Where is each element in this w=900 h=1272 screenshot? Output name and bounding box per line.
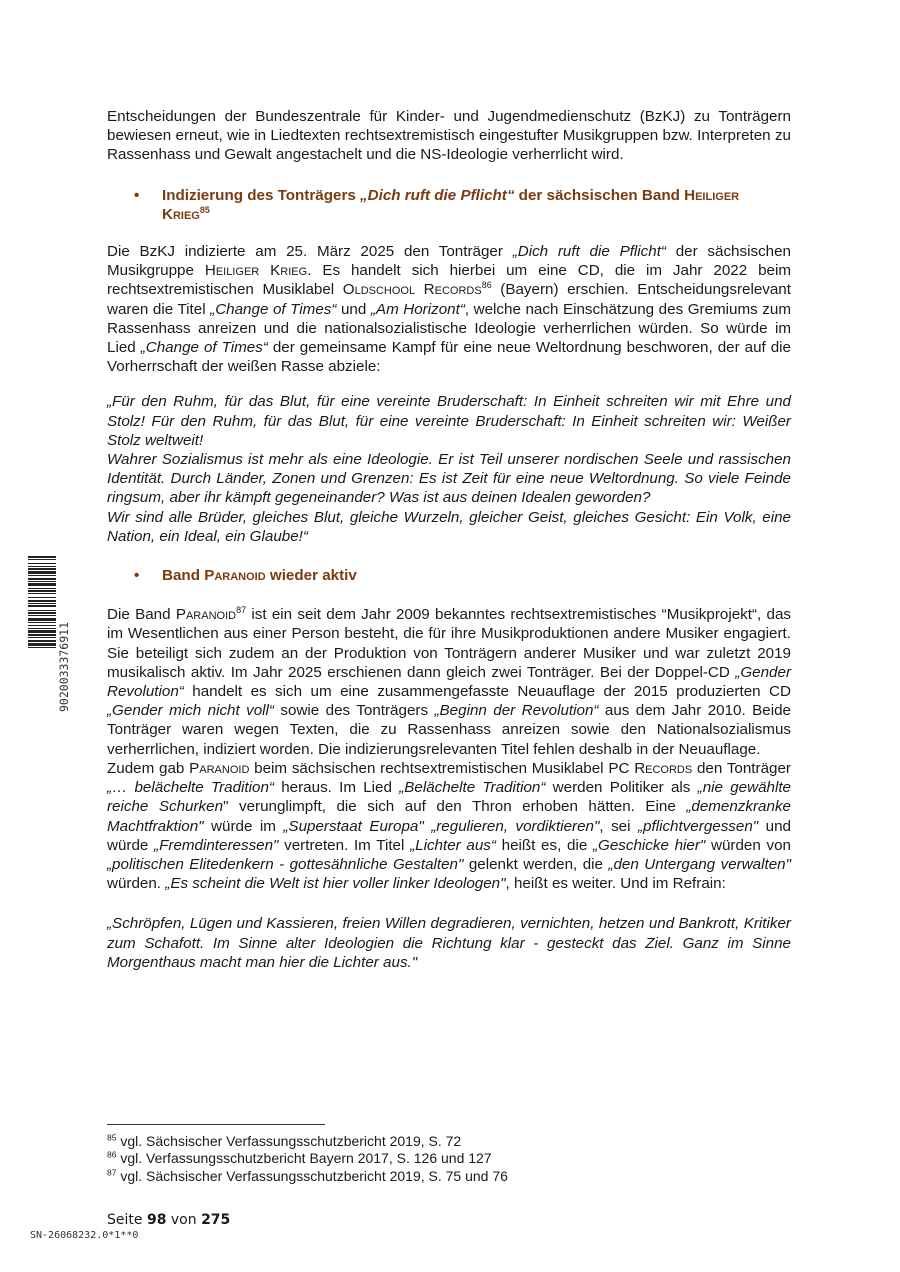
album-title: „… belächelte Tradition“ — [107, 779, 274, 797]
barcode-bar — [28, 581, 56, 582]
quoted-phrase: „den Untergang verwalten" — [608, 855, 792, 873]
barcode-bar — [28, 625, 56, 626]
barcode-bar — [28, 647, 56, 648]
paragraph-paranoid — [107, 605, 791, 759]
song-title: „Am Horizont“ — [370, 300, 465, 318]
song-title: „Lichter aus“ — [410, 836, 496, 854]
text: Die BzKJ indizierte am 25. März 2025 den Tonträger — [107, 243, 513, 261]
text: der gemeinsame Kampf für eine neue Weltordnung beschworen, der auf die Vorherrschaft der weißen Rasse abziele: — [107, 339, 791, 376]
text: , welche nach Einschätzung des Gremiums zum Rassenhass anreizen und die nationalsozialistische Ideologie verherrlichen würden. So würde im Lied — [107, 300, 791, 357]
heading-text: wieder aktiv — [265, 567, 357, 585]
heading-text: Indizierung des Tonträgers — [162, 186, 361, 204]
barcode — [28, 556, 72, 716]
text: , sei — [599, 817, 638, 835]
quoted-phrase: „Superstaat Europa" „regulieren, vordiktieren" — [283, 817, 600, 835]
footnote-text: vgl. Verfassungsschutzbericht Bayern 2017, S. 126 und 127 — [116, 1150, 492, 1167]
barcode-bar — [28, 643, 56, 646]
heading-text: der sächsischen Band — [514, 186, 685, 204]
page-of: von — [166, 1212, 202, 1228]
text: beim sächsischen rechtsextremistischen Musiklabel PC — [249, 759, 635, 777]
text: heraus. Im Lied — [273, 779, 400, 797]
heading-album-title: „Dich ruft die Pflicht“ — [360, 186, 515, 204]
band-name: Paranoid — [175, 606, 237, 624]
footnotes — [107, 1124, 667, 1185]
barcode-bar — [28, 612, 56, 614]
barcode-bar — [28, 634, 56, 636]
text: der sächsischen Musikgruppe — [107, 243, 791, 280]
barcode-graphic — [28, 556, 72, 716]
quoted-phrase: „Geschicke hier" — [592, 836, 706, 854]
barcode-bar — [28, 566, 56, 567]
band-name: Heiliger Krieg — [204, 262, 308, 280]
footnote-86 — [107, 1150, 667, 1167]
text: werden Politiker als — [545, 779, 698, 797]
section-heading-heiliger-krieg — [107, 186, 791, 224]
text: würde im — [203, 817, 284, 835]
barcode-bar — [28, 583, 56, 586]
footnote-divider — [107, 1124, 325, 1125]
album-title: „Beginn der Revolution“ — [434, 702, 599, 720]
text: würden. — [107, 875, 166, 893]
barcode-bar — [28, 563, 56, 564]
barcode-bar — [28, 618, 56, 621]
barcode-bar — [28, 622, 56, 623]
barcode-bar — [28, 568, 56, 570]
footnote-87 — [107, 1168, 667, 1185]
barcode-number: 9020033376911 — [57, 621, 71, 712]
lyrics-quote-3: Wir sind alle Brüder, gleiches Blut, gleiche Wurzeln, gleicher Geist, gleiches Gesicht: Ein Volk, eine Nation, ein Ideal, ein Glaube!“ — [107, 508, 791, 545]
footnote-number: 87 — [107, 1167, 117, 1178]
text: " verunglimpft, die sich auf den Thron erhoben hätten. Eine — [223, 798, 687, 816]
text: Die Band — [107, 606, 176, 624]
lyrics-quote-1: „Für den Ruhm, für das Blut, für eine vereinte Bruderschaft: In Einheit schreiten wir mit Ehre und Stolz! Für den Ruhm, für das Blut, für eine vereinte Bruderschaft: In Einheit schreiten wir: Weißer Stolz weltweit! — [107, 393, 791, 449]
text: handelt es sich um eine zusammengefasste Neuauflage der 2015 produzierten CD — [183, 683, 791, 701]
heading-band-name: Heiliger Krieg — [162, 186, 740, 223]
barcode-bar — [28, 571, 56, 574]
song-title: „Belächelte Tradition“ — [399, 779, 546, 797]
footnote-ref: 87 — [236, 605, 247, 616]
text: (Bayern) erschien. Entscheidungsrelevant waren die Titel — [107, 281, 791, 318]
song-title: „Change of Times“ — [140, 339, 268, 357]
text: aus dem Jahr 2010. Beide Tonträger waren wegen Texten, die zu Rassenhass anreizen sowie den Nationalsozialismus verherrlichen, indiziert worden. Die indizierungsrelevanten Titel fehlen deshalb in der Neuauflage. — [107, 702, 791, 758]
heading-text: Band — [162, 567, 205, 585]
band-name: Paranoid — [189, 759, 250, 777]
barcode-bar — [28, 575, 56, 576]
text: heißt es, die — [495, 836, 593, 854]
quoted-phrase: „nie gewählte reiche Schurken — [107, 779, 791, 816]
page-body — [107, 107, 791, 972]
footnote-number: 86 — [107, 1149, 117, 1160]
barcode-bar — [28, 628, 56, 629]
barcode-bar — [28, 637, 56, 638]
album-title: „Dich ruft die Pflicht“ — [512, 243, 666, 261]
document-id: SN-26068232.0*1**0 — [30, 1230, 139, 1241]
lyrics-quote-2: Wahrer Sozialismus ist mehr als eine Ideologie. Er ist Teil unserer nordischen Seele und rassischen Identität. Durch Länder, Zonen und Grenzen: Es ist Zeit für eine neue Weltordnung. So viele Feinde ringsum, aber ihr kämpft gegeneinander? Was ist aus deinen Idealen geworden? — [107, 451, 791, 507]
footnote-ref: 86 — [481, 280, 492, 291]
footnote-ref: 85 — [199, 204, 210, 215]
barcode-bar — [28, 559, 56, 560]
intro-paragraph: Entscheidungen der Bundeszentrale für Kinder- und Jugendmedienschutz (BzKJ) zu Tonträgern bewiesen erneut, wie in Liedtexten rechtsextremistisch eingestufter Musikgruppen bzw. Interpreten zu Rassenhass und Gewalt angestachelt und die NS-Ideologie verherrlicht wird. — [107, 108, 791, 164]
total-pages: 275 — [201, 1212, 231, 1228]
bullet-point: • — [134, 567, 140, 585]
paragraph-indizierung — [107, 242, 791, 376]
barcode-bar — [28, 590, 56, 592]
barcode-bar — [28, 615, 56, 616]
quoted-phrase: „Fremdinteressen" — [154, 836, 279, 854]
barcode-bar — [28, 597, 56, 598]
text: , heißt es weiter. Und im Refrain: — [505, 875, 726, 893]
text: ist ein seit dem Jahr 2009 bekanntes rechtsextremistisches “Musikprojekt“, das im Wesentlichen aus einer Person besteht, die für ihre Musikproduktionen andere Musiker engagiert. Sie beteiligt sich zudem an der Produktion von Tonträgern anderer Musiker und war zuletzt 2019 musikalisch aktiv. Im Jahr 2025 erschienen dann gleich zwei Tonträger. Bei der Doppel-CD — [107, 606, 792, 681]
footnote-text: vgl. Sächsischer Verfassungsschutzbericht 2019, S. 72 — [116, 1133, 462, 1149]
quoted-phrase: „Es scheint die Welt ist hier voller linker Ideologen" — [165, 875, 506, 893]
paragraph-tradition — [107, 759, 791, 893]
quoted-phrase: „demenzkranke Machtfraktion" — [107, 798, 791, 835]
label-name: Records — [634, 759, 693, 777]
bullet-point: • — [134, 186, 140, 204]
text: Zudem gab — [107, 759, 190, 777]
barcode-bar — [28, 603, 56, 604]
text: und — [336, 300, 371, 318]
barcode-bar — [28, 630, 56, 633]
footnote-85 — [107, 1133, 667, 1150]
album-title: „Gender Revolution“ — [107, 663, 791, 701]
album-title: „Gender mich nicht voll“ — [107, 702, 274, 720]
barcode-bar — [28, 588, 56, 589]
text: gelenkt werden, die — [463, 855, 609, 873]
footnote-text: vgl. Sächsischer Verfassungsschutzbericht 2019, S. 75 und 76 — [116, 1167, 508, 1184]
text: vertreten. Im Titel — [278, 836, 411, 854]
page-prefix: Seite — [107, 1212, 147, 1228]
barcode-bar — [28, 605, 56, 607]
barcode-bar — [28, 578, 56, 580]
barcode-bar — [28, 556, 56, 558]
barcode-bar — [28, 610, 56, 611]
section-heading-paranoid — [107, 566, 791, 585]
barcode-bar — [28, 640, 56, 642]
footnote-number: 85 — [107, 1132, 117, 1143]
label-name: Oldschool Records — [342, 281, 482, 299]
text: sowie des Tonträgers — [273, 702, 435, 720]
song-title: „Change of Times“ — [210, 300, 337, 318]
text: und würde — [107, 817, 792, 854]
text: würden von — [705, 836, 791, 854]
barcode-bar — [28, 593, 56, 594]
page-number — [107, 1212, 230, 1228]
text: . Es handelt sich hierbei um eine CD, die im Jahr 2022 beim rechtsextremistischen Musiklabel — [107, 262, 792, 299]
text: den Tonträger — [692, 759, 791, 777]
quoted-phrase: „politischen Elitedenkern - gottesähnliche Gestalten" — [107, 855, 464, 873]
barcode-bar — [28, 600, 56, 602]
heading-band-name: Paranoid — [204, 567, 266, 585]
refrain-quote: „Schröpfen, Lügen und Kassieren, freien Willen degradieren, vernichten, hetzen und Bankrott, Kritiker zum Schafott. Im Sinne alter Ideologien die Richtung klar - gesteckt das Ziel. Ganz im Sinne Morgenthaus macht man hier die Lichter aus." — [107, 915, 791, 971]
quoted-phrase: „pflichtvergessen" — [637, 817, 759, 835]
current-page: 98 — [146, 1212, 167, 1228]
